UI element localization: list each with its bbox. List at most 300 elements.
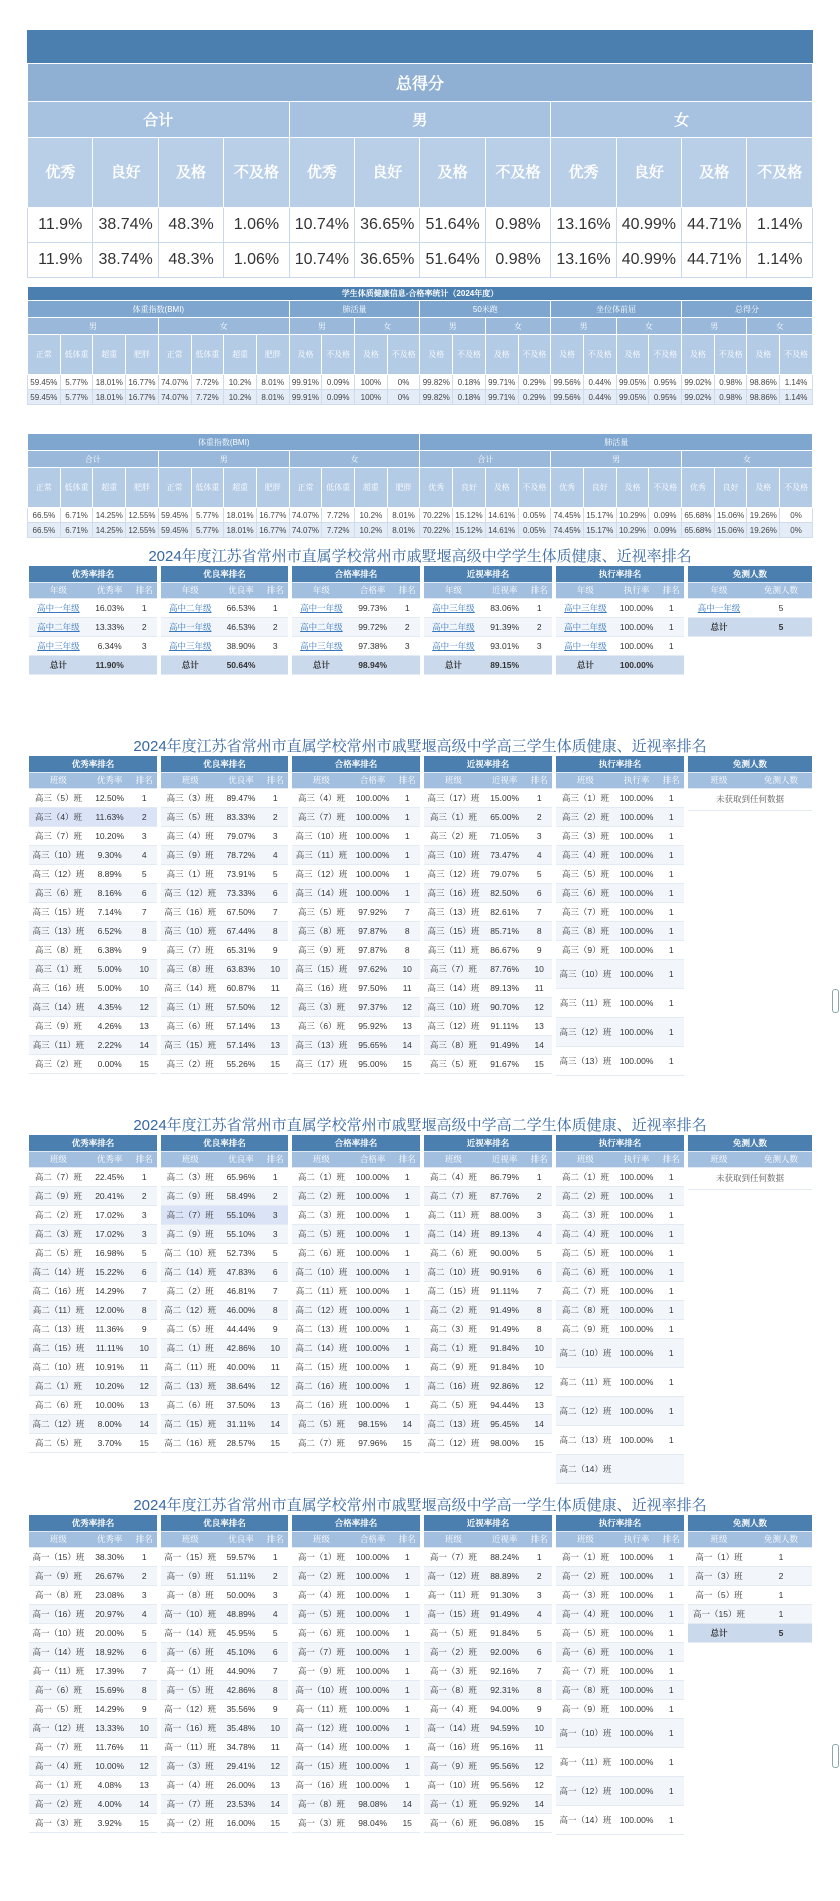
ranking-panel-title: 优秀率排名: [29, 1515, 157, 1531]
class-name-cell: 高二（2）班: [161, 1281, 219, 1300]
bmi-value: 19.26%: [747, 523, 780, 538]
rate-cell: 11.36%: [88, 1319, 132, 1338]
rate-cell: 26.00%: [219, 1775, 262, 1794]
class-name-cell: 高一（7）班: [29, 1737, 88, 1756]
pass-value: 99.91%: [289, 390, 322, 405]
class-name-cell: 高一（1）班: [29, 1775, 88, 1794]
class-name-cell[interactable]: [424, 636, 483, 655]
rate-cell: 67.50%: [219, 902, 262, 921]
class-name-cell: 高三（7）班: [556, 902, 615, 921]
ranking-row: [556, 1262, 684, 1281]
ranking-panel: [161, 566, 288, 675]
class-name-cell: 高一（3）班: [29, 1813, 88, 1832]
rank-cell: 15: [394, 1054, 420, 1073]
rate-cell: 55.10%: [219, 1205, 262, 1224]
rate-cell: 57.50%: [219, 997, 262, 1016]
pass-value: 0%: [387, 375, 420, 390]
ranking-header-row: [556, 566, 684, 582]
rank-cell: 3: [131, 1224, 157, 1243]
summary-value: 51.64%: [420, 208, 485, 243]
rate-cell: 100.00%: [351, 1376, 395, 1395]
bmi-sub-header: 女: [289, 451, 420, 468]
rate-cell: 55.10%: [219, 1224, 262, 1243]
rate-cell: 100.00%: [615, 1262, 659, 1281]
rate-cell: 100.00%: [351, 1357, 395, 1376]
grade-link[interactable]: 高中一年级: [300, 602, 343, 613]
total-label: 总计: [29, 655, 88, 674]
ranking-row: [161, 1243, 288, 1262]
grade-link[interactable]: 高中三年级: [37, 640, 80, 651]
grade-link[interactable]: 高中二年级: [168, 602, 212, 613]
class-name-cell: 高二（10）班: [292, 1262, 351, 1281]
summary-value: 36.65%: [355, 208, 420, 243]
rate-cell: 98.15%: [351, 1414, 395, 1433]
rank-cell: 1: [394, 598, 420, 617]
pass-col-label: 及格: [616, 335, 649, 375]
class-name-cell: 高三（6）班: [292, 1016, 351, 1035]
class-name-cell[interactable]: [556, 617, 615, 636]
col-rank-label: 排名: [131, 582, 157, 598]
pass-col-label: 低体重: [191, 335, 224, 375]
bmi-value: 65.68%: [682, 508, 715, 523]
grade-link[interactable]: 高中三年级: [432, 602, 475, 613]
ranking-row: [161, 883, 288, 902]
rank-cell: 8: [263, 1300, 288, 1319]
grade-link[interactable]: 高中三年级: [300, 640, 343, 651]
class-name-cell: 高一（14）班: [161, 1623, 219, 1642]
rank-cell: 6: [526, 1262, 552, 1281]
pass-col-label: 超重: [93, 335, 126, 375]
ranking-row: [29, 1642, 157, 1661]
ranking-column-row: [292, 772, 420, 788]
exempt-header-row: [688, 1515, 812, 1531]
ranking-row: [29, 1756, 157, 1775]
summary-value: 1.14%: [747, 208, 813, 243]
bmi-value: 15.17%: [583, 508, 616, 523]
class-name-cell: 高二（3）班: [424, 1319, 483, 1338]
class-name-cell: 高三（10）班: [424, 997, 483, 1016]
bmi-value: 6.71%: [60, 523, 93, 538]
ranking-panel-title: 执行率排名: [556, 756, 684, 772]
rank-cell: 14: [526, 1794, 552, 1813]
ranking-row: [424, 807, 552, 826]
pass-gender-header: 男: [420, 318, 485, 335]
ranking-header-row: [556, 1515, 684, 1531]
rate-cell: 91.11%: [483, 1281, 527, 1300]
grade-link[interactable]: 高中二年级: [432, 621, 475, 632]
col-class-label: 班级: [688, 772, 750, 788]
pass-value: 0.44%: [583, 390, 616, 405]
class-name-cell: 高二（12）班: [292, 1300, 351, 1319]
ranking-row: [161, 864, 288, 883]
class-name-cell[interactable]: [29, 617, 88, 636]
class-name-cell: 高一（16）班: [29, 1604, 88, 1623]
ranking-column-row: [29, 1151, 157, 1167]
pass-col-label: 不及格: [322, 335, 355, 375]
ranking-panel: [292, 1135, 420, 1453]
class-name-cell: 高二（4）班: [424, 1167, 483, 1186]
ranking-panel-title: 合格率排名: [292, 1515, 420, 1531]
rate-cell: 100.00%: [351, 1566, 395, 1585]
rank-cell: 1: [658, 1338, 684, 1367]
rank-cell: 13: [526, 1016, 552, 1035]
grade-link[interactable]: 高中三年级: [168, 640, 212, 651]
pass-group-row: [28, 301, 813, 318]
rank-cell: 3: [526, 826, 552, 845]
rank-cell: 12: [263, 997, 288, 1016]
rank-cell: 1: [394, 1604, 420, 1623]
col-rank-label: 排名: [131, 772, 157, 788]
rate-cell: 100.00%: [351, 1718, 395, 1737]
pass-value: 0.95%: [649, 375, 682, 390]
class-name-cell[interactable]: [424, 598, 483, 617]
pass-gender-header: 女: [355, 318, 420, 335]
summary-value: 0.98%: [485, 243, 550, 278]
rate-cell: 6.34%: [88, 636, 132, 655]
bmi-lung-stats: [27, 433, 813, 538]
col-class-label: 班级: [29, 1531, 88, 1547]
class-name-cell: 高三（12）班: [292, 864, 351, 883]
class-name-cell: 高二（10）班: [29, 1357, 88, 1376]
rank-cell: 7: [526, 902, 552, 921]
ranking-column-row: [424, 1151, 552, 1167]
class-name-cell: 高二（11）班: [161, 1357, 219, 1376]
rank-cell: 1: [658, 1747, 684, 1776]
pass-col-label: 超重: [224, 335, 257, 375]
ranking-row: [161, 1205, 288, 1224]
ranking-column-row: [424, 582, 552, 598]
ranking-row: [556, 1642, 684, 1661]
side-scroll-handle[interactable]: [832, 1744, 839, 1768]
bmi-value: 15.06%: [714, 523, 747, 538]
rank-cell: 10: [131, 1338, 157, 1357]
rank-cell: 1: [658, 1680, 684, 1699]
class-name-cell[interactable]: [292, 636, 351, 655]
ranking-row: [161, 921, 288, 940]
ranking-row: [161, 1338, 288, 1357]
rank-cell: 13: [526, 1395, 552, 1414]
bmi-value: 15.12%: [453, 523, 486, 538]
ranking-row: [556, 1205, 684, 1224]
rate-cell: 46.81%: [219, 1281, 262, 1300]
grade-link[interactable]: 高中一年级: [37, 602, 80, 613]
class-name-cell: 高三（16）班: [161, 902, 219, 921]
grade-link[interactable]: 高中二年级: [300, 621, 343, 632]
ranking-row: [161, 1262, 288, 1281]
ranking-row: [556, 988, 684, 1017]
class-name-cell: 高二（10）班: [161, 1243, 219, 1262]
col-rank-label: 排名: [526, 1531, 552, 1547]
ranking-row: [161, 788, 288, 807]
ranking-row: [292, 864, 420, 883]
grade3-ranking-title: 2024年度江苏省常州市直属学校常州市戚墅堰高级中学高三学生体质健康、近视率排名: [133, 738, 707, 755]
bmi-col-label: 低体重: [191, 468, 224, 508]
grade-link[interactable]: 高中一年级: [564, 640, 607, 651]
ranking-row: [29, 902, 157, 921]
pass-value: 59.45%: [28, 375, 61, 390]
rate-cell: 86.67%: [483, 940, 527, 959]
class-name-cell: 高二（8）班: [556, 1300, 615, 1319]
ranking-row: [161, 1661, 288, 1680]
ranking-row: [556, 1046, 684, 1075]
rate-cell: 100.00%: [351, 1547, 395, 1566]
class-name-cell: 高一（14）班: [556, 1805, 615, 1834]
rate-cell: 100.00%: [615, 1046, 659, 1075]
class-name-cell: 高一（10）班: [556, 1718, 615, 1747]
class-name-cell[interactable]: [29, 636, 88, 655]
ranking-row: [292, 1035, 420, 1054]
ranking-row: [556, 959, 684, 988]
rate-cell: 100.00%: [615, 864, 659, 883]
rate-cell: 98.08%: [351, 1794, 395, 1813]
rank-cell: 12: [526, 997, 552, 1016]
col-rank-label: 排名: [131, 1151, 157, 1167]
pass-col-label: 不及格: [518, 335, 551, 375]
class-name-cell: 高一（10）班: [161, 1604, 219, 1623]
ranking-row: [161, 1035, 288, 1054]
class-name-cell: 高一（6）班: [161, 1642, 219, 1661]
bmi-col-label: 低体重: [322, 468, 355, 508]
pass-value: 1.14%: [780, 375, 813, 390]
class-name-cell: 高二（6）班: [556, 1262, 615, 1281]
rank-cell: 1: [131, 598, 157, 617]
bmi-value: 74.45%: [551, 508, 584, 523]
ranking-row: [29, 1585, 157, 1604]
pass-group-header: 坐位体前屈: [551, 301, 682, 318]
ranking-panel-title: 执行率排名: [556, 1135, 684, 1151]
summary-level-header: 优秀: [289, 138, 354, 208]
rate-cell: 100.00%: [351, 1775, 395, 1794]
rate-cell: 73.47%: [483, 845, 527, 864]
rank-cell: 1: [658, 826, 684, 845]
class-name-cell[interactable]: [292, 617, 351, 636]
bmi-value: 66.5%: [28, 523, 61, 538]
ranking-row: [556, 1680, 684, 1699]
rate-cell: 13.33%: [88, 617, 132, 636]
exempt-total-row: [688, 1623, 812, 1642]
ranking-row: [424, 1243, 552, 1262]
rate-cell: 3.70%: [88, 1433, 132, 1452]
class-name-cell: 高三（16）班: [292, 978, 351, 997]
class-name-cell: 高二（6）班: [29, 1395, 88, 1414]
class-name-cell: 高二（14）班: [556, 1454, 615, 1483]
rank-cell: 3: [263, 1205, 288, 1224]
class-name-cell: 高三（12）班: [161, 883, 219, 902]
pass-group-header: 总得分: [682, 301, 813, 318]
bmi-data-row: [28, 508, 813, 523]
ranking-panel: [292, 1515, 420, 1833]
grade-link[interactable]: 高中三年级: [564, 602, 607, 613]
ranking-row: [29, 1224, 157, 1243]
ranking-row: [424, 1661, 552, 1680]
lung-col-label: 良好: [583, 468, 616, 508]
rank-cell: 13: [263, 1016, 288, 1035]
class-name-cell: 高二（13）班: [292, 1319, 351, 1338]
grade-link[interactable]: 高中一年级: [168, 621, 212, 632]
col-rank-label: 排名: [394, 582, 420, 598]
class-name-cell: 高二（3）班: [292, 1205, 351, 1224]
col-rank-label: 排名: [658, 1531, 684, 1547]
exempt-title: 免测人数: [688, 1135, 812, 1151]
ranking-column-row: [161, 1151, 288, 1167]
class-name-cell[interactable]: [688, 598, 750, 617]
summary-value: 10.74%: [289, 243, 354, 278]
class-name-cell[interactable]: [556, 636, 615, 655]
summary-level-header: 及格: [420, 138, 485, 208]
rate-cell: 5.00%: [88, 978, 132, 997]
pass-value: 99.05%: [616, 375, 649, 390]
rank-cell: 12: [526, 1775, 552, 1794]
class-name-cell: 高一（2）班: [292, 1566, 351, 1585]
rate-cell: 95.56%: [483, 1775, 527, 1794]
summary-value: 36.65%: [355, 243, 420, 278]
ranking-row: [161, 1642, 288, 1661]
rate-cell: 95.56%: [483, 1756, 527, 1775]
col-count-label: 免测人数: [750, 1151, 812, 1167]
col-rank-label: 排名: [131, 1531, 157, 1547]
pass-value: 74.07%: [158, 390, 191, 405]
class-name-cell[interactable]: [161, 598, 219, 617]
summary-level-header: 良好: [616, 138, 681, 208]
class-name-cell[interactable]: [29, 598, 88, 617]
class-name-cell[interactable]: [161, 636, 219, 655]
pass-value: 100%: [355, 390, 388, 405]
col-rank-label: 排名: [526, 1151, 552, 1167]
rank-cell: 15: [526, 1054, 552, 1073]
rank-cell: 1: [394, 1680, 420, 1699]
rate-cell: 9.30%: [88, 845, 132, 864]
ranking-row: [29, 1566, 157, 1585]
bmi-sub-header: 男: [551, 451, 682, 468]
grade-link[interactable]: 高中一年级: [697, 602, 741, 613]
rank-cell: 1: [394, 1243, 420, 1262]
class-name-cell: 高三（10）班: [292, 826, 351, 845]
ranking-panel-title: 优秀率排名: [29, 1135, 157, 1151]
rate-cell: 91.11%: [483, 1016, 527, 1035]
rank-cell: 1: [394, 1319, 420, 1338]
pass-value: 8.01%: [256, 375, 289, 390]
ranking-row: [556, 921, 684, 940]
rank-cell: 12: [526, 1756, 552, 1775]
class-name-cell: 高二（5）班: [29, 1433, 88, 1452]
rate-cell: [615, 1454, 659, 1483]
rank-cell: 3: [263, 636, 288, 655]
total-value: 100.00%: [615, 655, 659, 674]
class-name-cell: 高二（6）班: [161, 1395, 219, 1414]
rank-cell: 1: [658, 921, 684, 940]
class-name-cell: 高二（16）班: [292, 1395, 351, 1414]
rank-cell: 5: [526, 864, 552, 883]
grade-link[interactable]: 高中一年级: [432, 640, 475, 651]
class-name-cell: 高一（2）班: [161, 1813, 219, 1832]
col-class-label: 班级: [29, 772, 88, 788]
ranking-row: [556, 1566, 684, 1585]
ranking-column-row: [161, 1531, 288, 1547]
ranking-panel: [556, 566, 684, 675]
ranking-panel-title: 近视率排名: [424, 566, 552, 582]
class-name-cell[interactable]: [424, 617, 483, 636]
rank-cell: 5: [526, 1243, 552, 1262]
col-rate-label: 执行率: [615, 772, 659, 788]
ranking-header-row: [556, 756, 684, 772]
ranking-header-row: [556, 1135, 684, 1151]
class-name-cell: 高三（12）班: [424, 1016, 483, 1035]
ranking-row: [161, 1395, 288, 1414]
rank-cell: 4: [526, 1604, 552, 1623]
pass-value: 99.82%: [420, 375, 453, 390]
rank-cell: 1: [658, 883, 684, 902]
summary-data-row: [28, 243, 813, 278]
grade-link[interactable]: 高中二年级: [37, 621, 80, 632]
ranking-panel: [29, 566, 157, 675]
class-name-cell: 高二（10）班: [556, 1338, 615, 1367]
ranking-row: [292, 1718, 420, 1737]
class-name-cell[interactable]: [161, 617, 219, 636]
ranking-panel-title: 优秀率排名: [29, 566, 157, 582]
rate-cell: 100.00%: [615, 1661, 659, 1680]
pass-value: 18.01%: [93, 375, 126, 390]
ranking-row: [292, 1300, 420, 1319]
rate-cell: 35.48%: [219, 1718, 262, 1737]
bmi-value: 7.72%: [322, 523, 355, 538]
pass-col-label: 及格: [420, 335, 453, 375]
rank-cell: 1: [658, 1604, 684, 1623]
rank-cell: 1: [394, 1775, 420, 1794]
ranking-total-row: [161, 655, 288, 674]
rank-cell: 1: [658, 1642, 684, 1661]
rate-cell: 47.83%: [219, 1262, 262, 1281]
rank-cell: 1: [658, 845, 684, 864]
class-name-cell[interactable]: [292, 598, 351, 617]
rank-cell: 8: [131, 921, 157, 940]
no-data-message: 未获取到任何数据: [688, 1167, 812, 1189]
ranking-row: [556, 788, 684, 807]
rank-cell: 4: [526, 1224, 552, 1243]
bmi-value: 8.01%: [387, 523, 420, 538]
class-name-cell[interactable]: [556, 598, 615, 617]
pass-value: 10.2%: [224, 375, 257, 390]
rank-cell: 7: [263, 902, 288, 921]
rank-cell: 11: [526, 1737, 552, 1756]
rate-cell: 100.00%: [351, 845, 395, 864]
side-scroll-handle[interactable]: [832, 989, 839, 1013]
class-name-cell: 高二（13）班: [556, 1425, 615, 1454]
bmi-value: 6.71%: [60, 508, 93, 523]
ranking-row: [29, 1035, 157, 1054]
pass-gender-header: 男: [551, 318, 616, 335]
class-name-cell: 高一（12）班: [556, 1776, 615, 1805]
rank-cell: 9: [263, 1319, 288, 1338]
ranking-row: [29, 1338, 157, 1357]
rate-cell: 97.38%: [351, 636, 395, 655]
grade-link[interactable]: 高中二年级: [564, 621, 607, 632]
rank-cell: 3: [263, 1585, 288, 1604]
ranking-row: [424, 1414, 552, 1433]
rate-cell: 100.00%: [615, 1776, 659, 1805]
rank-cell: 2: [526, 617, 552, 636]
bmi-sub-row: [28, 451, 813, 468]
ranking-row: [292, 1016, 420, 1035]
class-name-cell: 高一（8）班: [161, 1585, 219, 1604]
ranking-row: [292, 1262, 420, 1281]
rate-cell: 91.39%: [483, 617, 527, 636]
score-summary-table: [27, 63, 813, 278]
bmi-lung-table: [27, 433, 813, 538]
ranking-column-row: [556, 582, 684, 598]
rank-cell: 11: [263, 1737, 288, 1756]
exempt-panel: [688, 566, 812, 637]
class-name-cell: 高三（13）班: [556, 1046, 615, 1075]
